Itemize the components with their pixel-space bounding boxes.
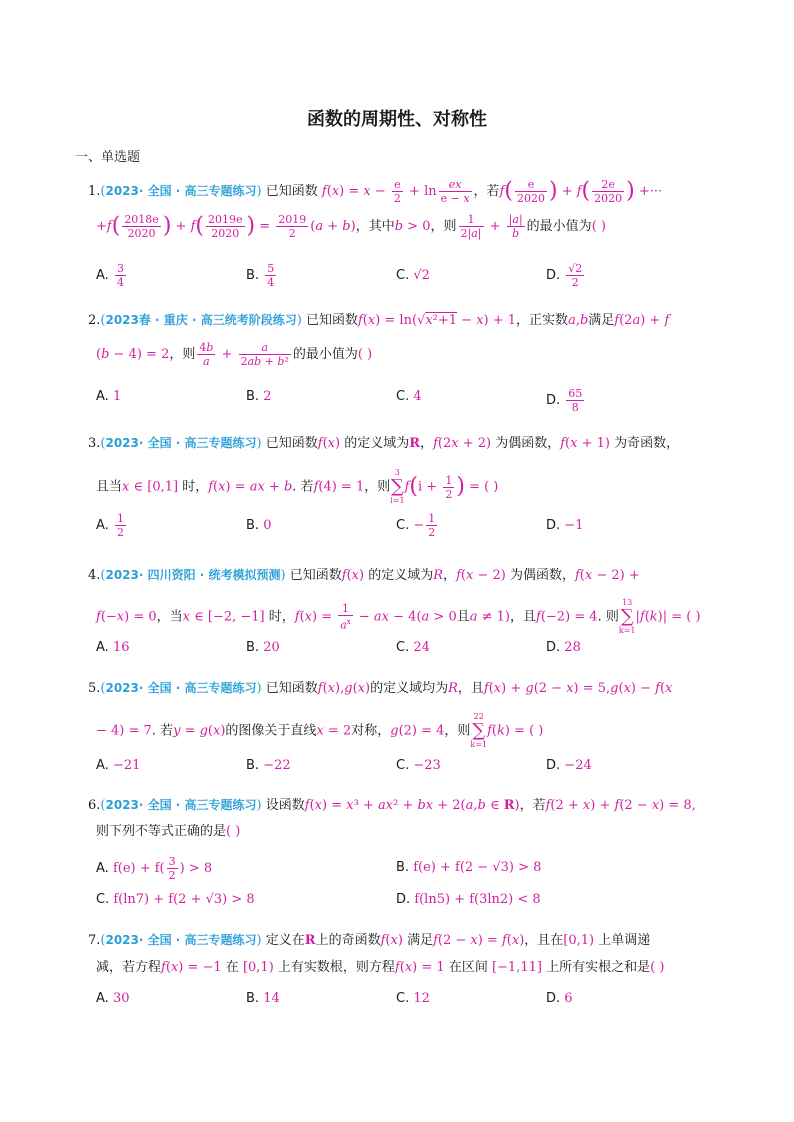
question-number: 1. bbox=[88, 184, 101, 199]
question-text: 的最小值为 bbox=[526, 219, 592, 234]
option-a[interactable]: A. 30 bbox=[96, 991, 130, 1006]
question-3-line-2: 且当x ∈ [0,1] 时，f(x) = ax + b. 若f(4) = 1，则 3 ∑ i=1 f(i + $\frac{1}{2}$ ) = ( ) bbox=[96, 468, 499, 505]
question-source: 2023· 全国 · 高三专题练习 bbox=[105, 681, 257, 695]
option-b[interactable]: B. 14 bbox=[246, 991, 280, 1006]
question-4-line-2: f(−x) = 0，当x ∈ [−2, −1] 时，f(x) = $\frac{1}{a^x}$ − ax − 4(a > 0且a ≠ 1)，且f(−2) = 4. 则 13 ∑ k=1 |f(k)| = ( ) bbox=[96, 598, 701, 635]
option-d[interactable]: D. $\frac{65}{8}$ bbox=[546, 387, 583, 414]
question-text: 已知函数 bbox=[265, 184, 318, 199]
option-a[interactable]: A. 16 bbox=[96, 640, 130, 655]
question-3-line-1: 3.(2023· 全国 · 高三专题练习) 已知函数f(x) 的定义域为R，f(2x + 2) 为偶函数，f(x + 1) 为奇函数， bbox=[88, 436, 680, 451]
question-source: 2023· 全国 · 高三专题练习 bbox=[105, 184, 257, 198]
option-c[interactable]: C. 4 bbox=[396, 389, 422, 404]
option-b[interactable]: B. f(e) + f(2 − √3) > 8 bbox=[396, 860, 542, 875]
question-source: 2023· 全国 · 高三专题练习 bbox=[105, 933, 257, 947]
option-c[interactable]: C. 12 bbox=[396, 991, 430, 1006]
question-2-line-1: 2.(2023春 · 重庆 · 高三统考阶段练习) 已知函数f(x) = ln(√x²+1 − x) + 1，正实数a,b满足f(2a) + f bbox=[88, 313, 670, 328]
option-a[interactable]: A. $\frac{1}{2}$ bbox=[96, 512, 124, 539]
fraction: $\frac{2019}{2}$ bbox=[278, 213, 307, 240]
option-b[interactable]: B. 2 bbox=[246, 389, 272, 404]
question-6-line-2: 则下列不等式正确的是( ) bbox=[96, 824, 241, 839]
question-4-line-1: 4.(2023· 四川资阳 · 统考模拟预测) 已知函数f(x) 的定义域为R，f(x − 2) 为偶函数，f(x − 2) + bbox=[88, 568, 640, 583]
option-a[interactable]: A. $\frac{3}{4}$ bbox=[96, 262, 124, 289]
question-source: 2023· 全国 · 高三专题练习 bbox=[105, 436, 257, 450]
fraction: $\frac{e}{2}$ bbox=[393, 178, 401, 205]
question-1-line-2: +f( $\frac{2018e}{2020}$ ) + f( $\frac{2019e}{2020}$ ) = $\frac{2019}{2}$ (a + b)，其中b > 0，则 $\frac{1}{2|a|}$ + $\frac{|a|}{b}$ 的最小值为( ) bbox=[96, 213, 606, 240]
option-b[interactable]: B. $\frac{5}{4}$ bbox=[246, 262, 275, 289]
option-c[interactable]: C. −23 bbox=[396, 758, 441, 773]
section-heading: 一、单选题 bbox=[75, 150, 141, 165]
option-c[interactable]: C. √2 bbox=[396, 268, 430, 283]
option-d[interactable]: D. 6 bbox=[546, 991, 573, 1006]
question-5-line-2: − 4) = 7. 若y = g(x)的图像关于直线x = 2对称，g(2) = 4，则 22 ∑ k=1 f(k) = ( ) bbox=[96, 712, 544, 749]
question-2-line-2: (b − 4) = 2，则 $\frac{4b}{a}$ + $\frac{a}{\text{2ab + b²}}$ 的最小值为( ) bbox=[96, 341, 373, 368]
question-source: 2023· 全国 · 高三专题练习 bbox=[105, 798, 257, 812]
question-7-line-1: 7.(2023· 全国 · 高三专题练习) 定义在R上的奇函数f(x) 满足f(2 − x) = f(x)，且在[0,1) 上单调递 bbox=[88, 933, 651, 948]
option-c[interactable]: C. f(ln7) + f(2 + √3) > 8 bbox=[96, 892, 255, 907]
answer-blank: ( ) bbox=[591, 219, 606, 234]
question-source: 2023· 四川资阳 · 统考模拟预测 bbox=[105, 568, 281, 582]
option-b[interactable]: B. −22 bbox=[246, 758, 291, 773]
question-text: ，若 bbox=[473, 184, 500, 199]
question-5-line-1: 5.(2023· 全国 · 高三专题练习) 已知函数f(x),g(x)的定义域均为R，且f(x) + g(2 − x) = 5,g(x) − f(x bbox=[88, 681, 673, 696]
page-title: 函数的周期性、对称性 bbox=[307, 109, 487, 130]
option-d[interactable]: D. −1 bbox=[546, 518, 584, 533]
option-c[interactable]: C. 24 bbox=[396, 640, 430, 655]
option-b[interactable]: B. 0 bbox=[246, 518, 272, 533]
option-c[interactable]: C. − $\frac{1}{2}$ bbox=[396, 512, 436, 539]
fraction: $\frac{ex}{e - x}$ bbox=[440, 178, 470, 205]
option-d[interactable]: D. f(ln5) + f(3ln2) < 8 bbox=[396, 892, 541, 907]
option-a[interactable]: A. −21 bbox=[96, 758, 141, 773]
option-a[interactable]: A. f(e) + f( $\frac{3}{2}$ ) > 8 bbox=[96, 855, 213, 882]
question-7-line-2: 减，若方程f(x) = −1 在 [0,1) 上有实数根，则方程f(x) = 1 在区间 [−1,11] 上所有实根之和是( ) bbox=[96, 960, 665, 975]
fraction: $\frac{1}{2|a|}$ bbox=[460, 213, 482, 240]
question-source: 2023春 · 重庆 · 高三统考阶段练习 bbox=[105, 313, 297, 327]
option-a[interactable]: A. 1 bbox=[96, 389, 122, 404]
fraction: $\frac{2019e}{2020}$ bbox=[208, 213, 243, 240]
question-1-line-1: 1.(2023· 全国 · 高三专题练习) 已知函数 f(x) = x − $\frac{e}{2}$ + ln $\frac{ex}{e - x}$ ，若f( $\frac{e}{2020}$ ) + f( $\frac{2e}{2020}$ ) +··· bbox=[88, 178, 663, 205]
question-text: ，则 bbox=[430, 219, 457, 234]
fraction: $\frac{2e}{2020}$ bbox=[594, 178, 623, 205]
option-d[interactable]: D. −24 bbox=[546, 758, 592, 773]
fraction: $\frac{|a|}{b}$ bbox=[508, 213, 523, 240]
option-b[interactable]: B. 20 bbox=[246, 640, 280, 655]
option-d[interactable]: D. $\frac{√2}{2}$ bbox=[546, 262, 583, 289]
option-d[interactable]: D. 28 bbox=[546, 640, 581, 655]
fraction: $\frac{e}{2020}$ bbox=[516, 178, 545, 205]
question-6-line-1: 6.(2023· 全国 · 高三专题练习) 设函数f(x) = x³ + ax² + bx + 2(a,b ∈ R)，若f(2 + x) + f(2 − x) = 8, bbox=[88, 798, 696, 813]
fraction: $\frac{2018e}{2020}$ bbox=[124, 213, 159, 240]
question-text: ，其中 bbox=[355, 219, 395, 234]
